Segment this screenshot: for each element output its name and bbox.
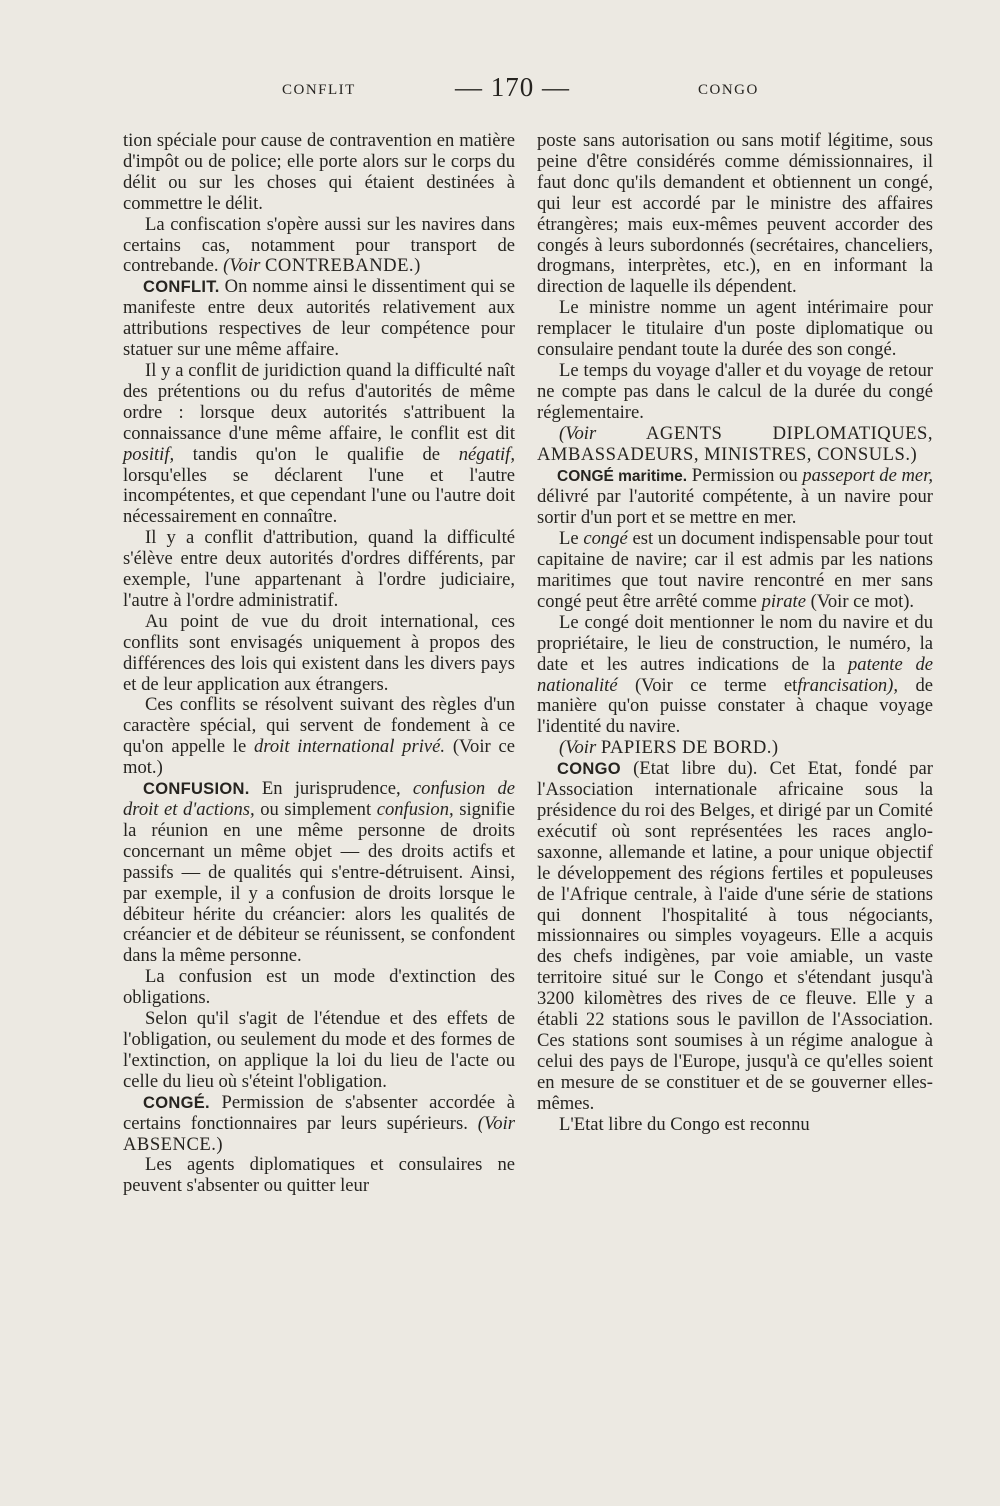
- right-column: [537, 131, 933, 1136]
- paragraph-confiscation-navires: La confiscation s'opère aussi sur les navires dans certains cas, notamment pour transport de contrebande. (Voir CONTREBANDE.): [123, 213, 515, 277]
- headword-congo: CONGO: [557, 760, 621, 779]
- page-number: — 170 —: [455, 72, 570, 102]
- paragraph-confiscation-continued: tion spéciale pour cause de contravention en matière d'impôt ou de police; elle porte alors sur le corps du délit ou sur les choses qui étaient destinées à commettre le délit.: [123, 130, 515, 214]
- paragraph-conflits-regles: Ces conflits se résolvent suivant des règles d'un caractère spécial, qui servent de fondement à ce qu'on appelle le droit international privé. (Voir ce mot.): [123, 694, 515, 779]
- paragraph-conge-document: Le congé est un document indispensable pour tout capitaine de navire; car il est admis par les nations maritimes que tout navire rencontré en mer sans congé peut être arrêté comme pirate (Voir ce mot).: [537, 528, 933, 612]
- paragraph-poste-continued: poste sans autorisation ou sans motif légitime, sous peine d'être considérés comme démissionnaires, il faut donc qu'ils demandent et obtiennent un congé, qui leur est accordé par le ministre des affaires étrangères; mais eux-mêmes peuvent accorder des congés à leurs subordonnés (secrétaires, chanceliers, drogmans, interprètes, etc.), en en informant la direction de laquelle ils dépendent.: [537, 130, 933, 298]
- paragraph-confusion-loi: Selon qu'il s'agit de l'étendue et des effets de l'obligation, ou seulement du mode et des formes de l'extinction, on applique la loi du lieu de l'acte ou celle du lieu où s'éteint l'obligation.: [123, 1008, 515, 1092]
- paragraph-etat-libre: L'Etat libre du Congo est reconnu: [559, 1113, 810, 1135]
- paragraph-temps-voyage: Le temps du voyage d'aller et du voyage de retour ne compte pas dans le calcul de la durée du congé réglementaire.: [537, 359, 933, 423]
- paragraph-agent-interimaire: Le ministre nomme un agent intérimaire pour remplacer le titulaire d'un poste diplomatique ou consulaire pendant toute la durée des son congé.: [537, 297, 933, 361]
- paragraph-agents-diplomatiques: Les agents diplomatiques et consulaires ne peuvent s'absenter ou quitter leur: [123, 1154, 515, 1197]
- headword-conge: CONGÉ.: [143, 1093, 210, 1112]
- headword-conflit: CONFLIT.: [143, 278, 220, 297]
- headword-confusion: CONFUSION.: [143, 780, 250, 799]
- running-header: [0, 72, 1000, 112]
- paragraph-confusion-extinction: La confusion est un mode d'extinction des obligations.: [123, 966, 515, 1009]
- entry-conflit: CONFLIT. On nomme ainsi le dissentiment qui se manifeste entre deux autorités relativement aux attributions respectives de leur compétence pour statuer sur une même affaire.: [123, 276, 515, 361]
- left-column: [123, 131, 515, 1197]
- paragraph-conflit-juridiction: Il y a conflit de juridiction quand la difficulté naît des prétentions ou du refus d'autorités de même ordre : lorsque deux autorités s'attribuent la connaissance d'une même affaire, le conflit est dit positif, tandis qu'on le qualifie de négatif, lorsqu'elles se déclarent l'une et l'autre incompétentes, et que cependant l'une ou l'autre doit nécessairement en connaître.: [123, 359, 515, 528]
- entry-conge-maritime: CONGÉ maritime. Permission ou passeport de mer, délivré par l'autorité compétente, à un navire pour sortir d'un port et se mettre en mer.: [537, 464, 934, 529]
- paragraph-voir-papiers: (Voir PAPIERS DE BORD.): [559, 737, 779, 759]
- paragraph-conflit-attribution: Il y a conflit d'attribution, quand la difficulté s'élève entre deux autorités d'ordres différents, par exemple, l'une appartenant à l'ordre judiciaire, l'autre à l'ordre administratif.: [123, 527, 515, 611]
- header-right-word: CONGO: [698, 82, 759, 98]
- header-left-word: CONFLIT: [282, 82, 356, 98]
- paragraph-droit-international: Au point de vue du droit international, ces conflits sont envisagés uniquement à propos des différences des lois qui existent dans les divers pays et de leur application aux étrangers.: [123, 610, 515, 695]
- entry-conge: CONGÉ. Permission de s'absenter accordée à certains fonctionnaires par leurs supérieurs. (Voir ABSENCE.): [123, 1091, 516, 1155]
- paragraph-conge-mentions: Le congé doit mentionner le nom du navire et du propriétaire, le lieu de construction, le numéro, la date et les autres indications de la patente de nationalité (Voir ce terme etfrancisation), de manière qu'on puisse constater à chaque voyage l'identité du navire.: [537, 611, 933, 738]
- headword-conge-maritime: CONGÉ maritime.: [557, 467, 688, 485]
- entry-confusion: CONFUSION. En jurisprudence, confusion de droit et d'actions, ou simplement confusion, signifie la réunion en une même personne de droits concernant un même objet — des droits actifs et passifs — de qualités qui s'entre-détruisent. Ainsi, par exemple, il y a confusion de droits lorsque le débiteur hérite du créancier: alors les qualités de créancier et de débiteur se réunissent, se confondent dans la même personne.: [123, 778, 515, 967]
- paragraph-voir-agents: (Voir AGENTS DIPLOMATIQUES, AMBASSADEURS, MINISTRES, CONSULS.): [537, 422, 933, 465]
- entry-congo: CONGO (Etat libre du). Cet Etat, fondé par l'Association internationale africaine sous la présidence du roi des Belges, et dirigé par un Comité exécutif où sont représentées les races anglo-saxonne, allemande et latine, a pour unique objectif le développement des régions fertiles et populeuses de l'Afrique centrale, à l'aide d'une série de stations qui donnent l'hospitalité à tous négociants, missionnaires ou simples voyageurs. Elle a acquis des chefs indigènes, par voie amiable, un vaste territoire situé sur le Congo et s'étendant jusqu'à 3200 kilomètres des rives de ce fleuve. Elle y a établi 22 stations sous le pavillon de l'Association. Ces stations sont soumises à un régime analogue à celui des pays de l'Europe, jusqu'à ce qu'elles soient en mesure de se constituer et de se gouverner elles-mêmes.: [537, 758, 933, 1114]
